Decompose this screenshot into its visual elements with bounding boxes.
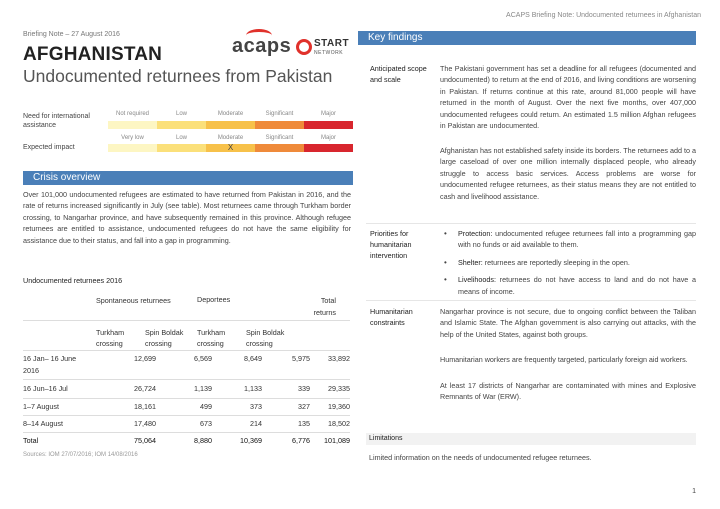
- table-cell: 373: [250, 402, 262, 411]
- page-title: Undocumented returnees from Pakistan: [23, 66, 333, 86]
- bullet-icon: •: [444, 229, 447, 238]
- constraints-para-3: At least 17 districts of Nangarhar are contaminated with mines and Explosive Remnants of War (ERW).: [440, 381, 696, 402]
- table-cell: 339: [298, 384, 310, 393]
- header-note: ACAPS Briefing Note: Undocumented returnees in Afghanistan: [506, 12, 701, 19]
- table-cell: 33,892: [328, 354, 350, 363]
- returns-table: [23, 351, 350, 449]
- table-source: Sources: IOM 27/07/2016; IOM 14/08/2016: [23, 452, 138, 458]
- bullet-term: Shelter:: [458, 257, 483, 267]
- scope-scale-label: Anticipated scope and scale: [370, 64, 427, 84]
- table-row: [23, 398, 350, 415]
- table-cell: 18,161: [134, 402, 156, 411]
- table-cell: 5,975: [292, 354, 310, 363]
- bullet-icon: •: [444, 257, 447, 267]
- start-logo-subtext: NETWORK: [314, 50, 344, 56]
- impact-level: Major: [320, 135, 336, 141]
- table-cell: 135: [298, 419, 310, 428]
- returns-table-title: Undocumented returnees 2016: [23, 276, 123, 285]
- table-cell: 12,699: [134, 354, 156, 363]
- col-group-spontaneous: Spontaneous returnees: [96, 296, 171, 305]
- start-network-logo: [296, 37, 348, 61]
- row-label: 8–14 August: [23, 419, 63, 428]
- list-item: [444, 257, 696, 268]
- col-group-deportees: Deportees: [197, 295, 231, 304]
- row-label: 1–7 August: [23, 402, 59, 411]
- table-cell: 1,133: [244, 384, 262, 393]
- limitations-text: Limited information on the needs of undocumented refugee returnees.: [369, 453, 592, 462]
- table-cell: 673: [200, 419, 212, 428]
- impact-level: Moderate: [217, 135, 244, 141]
- table-cell: 327: [298, 402, 310, 411]
- need-level: Not required: [115, 111, 150, 117]
- constraints-label: Humanitarian constraints: [370, 307, 413, 327]
- need-scale-label: Need for international assistance: [23, 113, 90, 129]
- bullet-term: Protection:: [458, 229, 493, 238]
- table-row-total: [23, 432, 350, 449]
- scope-scale-para-1: The Pakistani government has set a deadline for all refugees (documented and undocumented) to return at the end of 2016, and living conditions are worsening in Pakistan. If returns continue at this rate, around 81,000 people will have returned in the month of August. Over the next five months, over 407,000 undocumented refugees could return. An estimated 1.5 million Afghan refugees in Pakistan are undocumented.: [440, 64, 696, 131]
- impact-marker: X: [227, 143, 234, 152]
- impact-scale-label: Expected impact: [23, 144, 75, 151]
- row-label: 16 Jan– 16 June 2016: [23, 353, 77, 375]
- table-cell: 6,569: [194, 354, 212, 363]
- impact-scale-headings: [108, 135, 353, 141]
- constraints-para-2: Humanitarian workers are frequently targeted, particularly foreign aid workers.: [440, 355, 688, 364]
- acaps-logo-text: acaps: [232, 35, 292, 57]
- key-findings-heading: Key findings: [358, 31, 696, 45]
- need-level: Moderate: [217, 111, 244, 117]
- col-sub-turkham: Turkham crossing: [96, 328, 125, 348]
- col-group-total: Total returns: [313, 296, 336, 317]
- table-cell: 8,880: [194, 436, 212, 446]
- bullet-text: returnees are reportedly sleeping in the open.: [482, 257, 630, 267]
- table-cell: 29,335: [328, 384, 350, 393]
- impact-level: Low: [175, 135, 187, 141]
- limitations-heading: Limitations: [366, 433, 696, 445]
- table-cell: 75,064: [134, 436, 156, 446]
- table-cell: 17,480: [134, 419, 156, 428]
- bullet-text: undocumented refugee returnees fall into a programming gap with no funds or aid available to them.: [458, 229, 696, 250]
- crisis-overview-text: Over 101,000 undocumented refugees are estimated to have returned from Pakistan in 2016, and the rate of returns increased significantly in July (see table). Most returnees came through Turkham border crossing, to Nangarhar province, and have subsequently remained in this province. Although refugee returnees are entitled to assistance, undocumented refugees do not have the same eligibility for assistance due to their status, and fall into a gap in programming.: [23, 190, 351, 245]
- table-cell: 214: [250, 419, 262, 428]
- need-level: Major: [320, 111, 336, 117]
- table-row: [23, 379, 350, 398]
- row-label: Total: [23, 436, 39, 446]
- page-number: 1: [692, 488, 696, 495]
- table-cell: 18,502: [328, 419, 350, 428]
- country-title: AFGHANISTAN: [23, 44, 163, 65]
- briefing-date: Briefing Note – 27 August 2016: [23, 31, 120, 38]
- col-sub-spin-boldak: Spin Boldak crossing: [246, 328, 285, 348]
- table-cell: 19,360: [328, 402, 350, 411]
- impact-level: Significant: [265, 135, 294, 141]
- bullet-text: returnees do not have access to land and do not have a means of income.: [458, 275, 696, 296]
- crisis-overview-heading: Crisis overview: [23, 171, 353, 185]
- impact-scale-bar: [108, 144, 353, 152]
- need-scale-headings: [108, 111, 353, 117]
- table-cell: 10,369: [240, 436, 262, 446]
- table-cell: 26,724: [134, 384, 156, 393]
- table-cell: 6,776: [292, 436, 310, 446]
- need-level: Low: [175, 111, 187, 117]
- list-item: [444, 274, 696, 297]
- bullet-icon: •: [444, 275, 447, 285]
- list-item: [444, 228, 696, 251]
- need-level: Significant: [265, 111, 294, 117]
- impact-level: Very low: [121, 135, 144, 141]
- table-cell: 1,139: [194, 384, 212, 393]
- col-sub-turkham: Turkham crossing: [197, 328, 226, 348]
- constraints-para-1: Nangarhar province is not secure, due to ongoing conflict between the Taliban and Islamic State. The Afghan government is also carrying out attacks, with the help of the United States, against both groups.: [440, 307, 696, 339]
- scope-scale-para-2: Afghanistan has not established safety inside its borders. The returnees add to a large caseload of over one million internally displaced people, who already struggle to access basic services. Access problems are worse for undocumented refugee returnees, as their status means they are not entitled to cash and livelihood assistance.: [440, 146, 696, 201]
- priorities-label: Priorities for humanitarian intervention: [370, 229, 412, 260]
- row-label: 16 Jun–16 Jul: [23, 384, 68, 393]
- table-row: [23, 351, 350, 379]
- bullet-term: Livelihoods:: [458, 275, 496, 285]
- table-cell: 499: [200, 402, 212, 411]
- table-cell: 8,649: [244, 354, 262, 363]
- acaps-logo: [232, 35, 291, 58]
- table-row: [23, 415, 350, 432]
- need-scale-bar: [108, 121, 353, 129]
- table-cell: 101,089: [324, 436, 350, 446]
- priorities-list: [444, 228, 696, 297]
- col-sub-spin-boldak: Spin Boldak crossing: [145, 328, 184, 348]
- start-logo-text: START: [314, 38, 350, 49]
